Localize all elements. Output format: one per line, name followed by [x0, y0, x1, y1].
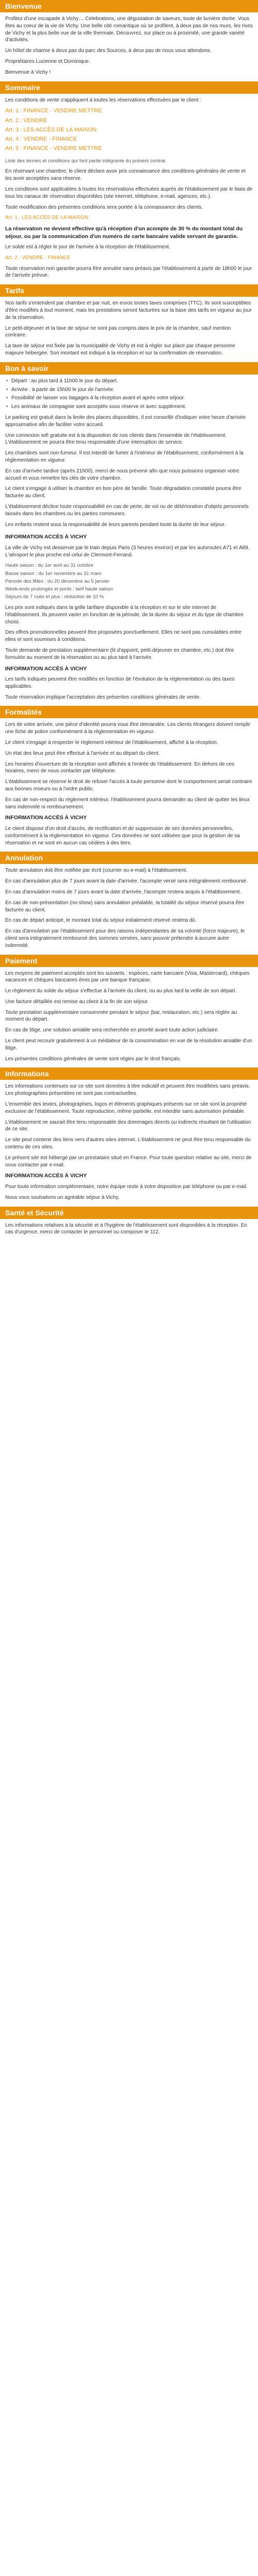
info-paragraph: Les prix sont indiqués dans la grille tarifaire disponible à la réception et sur le site internet de l'établissement. Ils peuvent varier en fonction de la période, de la durée du séjour et du type de chambre choisi. — [5, 605, 244, 625]
toc-link[interactable]: Art. 4 : VENDRE - FINANCE — [5, 135, 77, 142]
section-sante-securite — [0, 1222, 258, 1236]
tarifs-paragraph: Nos tarifs s'entendent par chambre et par nuit, en euros toutes taxes comprises (TTC). Ils sont susceptibles d'être modifiés à tout moment, mais les prestations seront facturées sur la base des tarifs en vigueur au jour de la réservation. — [5, 300, 252, 320]
section-banner-annulation: Annulation — [0, 852, 258, 864]
info-paragraph: La ville de Vichy est desservie par le train depuis Paris (3 heures environ) et par les autoroutes A71 et A89. L'aéroport le plus proche est celui de Clermont-Ferrand. — [5, 545, 250, 558]
sommaire-note: Liste des termes et conditions qui font partie intégrante du présent contrat. — [5, 158, 167, 164]
annulation-paragraph: En cas de non-présentation (no-show) sans annulation préalable, la totalité du séjour réservé pourra être facturée au client. — [5, 900, 245, 913]
sommaire-paragraph: En réservant une chambre, le client déclare avoir pris connaissance des conditions générales de vente et les avoir acceptées sans réserve. — [5, 168, 246, 182]
date-item: Haute saison : du 1er avril au 31 octobre — [5, 563, 94, 569]
bon-a-savoir-paragraph: L'établissement décline toute responsabilité en cas de perte, de vol ou de détérioration d'objets personnels laissés dans les chambres ou les parties communes. — [5, 504, 249, 517]
informations-paragraph: Le site peut contenir des liens vers d'autres sites internet. L'établissement ne peut être tenu responsable du contenu de ces sites. — [5, 1137, 251, 1150]
paiement-paragraph: Le règlement du solde du séjour s'effectue à l'arrivée du client, ou au plus tard la veille de son départ. — [5, 988, 237, 994]
formalites-paragraph: Les horaires d'ouverture de la réception sont affichés à l'entrée de l'établissement. En dehors de ces horaires, merci de nous contacter par téléphone. — [5, 761, 235, 774]
bon-a-savoir-paragraph: Une connexion wifi gratuite est à la disposition de nos clients dans l'ensemble de l'établissement. L'établissement ne pourra être tenu responsable d'une interruption de service. — [5, 432, 227, 446]
section-banner-formalites: Formalités — [0, 706, 258, 718]
formalites-paragraph: L'établissement se réserve le droit de refuser l'accès à toute personne dont le comportement serait contraire aux bonnes moeurs ou à l'ordre public. — [5, 779, 252, 792]
paiement-paragraph: Les moyens de paiement acceptés sont les suivants : espèces, carte bancaire (Visa, Mastercard), chèques vacances et chèques bancaires émis par une banque française. — [5, 970, 250, 984]
section-bienvenue — [0, 15, 258, 76]
bon-a-savoir-paragraph: Le parking est gratuit dans la limite des places disponibles. Il est conseillé d'indiquer votre heure d'arrivée approximative afin de faciliter votre accueil. — [5, 415, 246, 428]
bon-a-savoir-paragraph: Les chambres sont non-fumeur. Il est interdit de fumer à l'intérieur de l'établissement, conformément à la réglementation en vigueur. — [5, 450, 244, 464]
section-banner-bon-a-savoir: Bon à savoir — [0, 362, 258, 375]
toc-link[interactable]: Art. 5 : FINANCE - VENDRE METTRE — [5, 145, 102, 152]
annulation-paragraph: En cas d'annulation moins de 7 jours avant la date d'arrivée, l'acompte restera acquis à l'établissement. — [5, 889, 241, 895]
paiement-paragraph: Toute prestation supplémentaire consommée pendant le séjour (bar, restauration, etc.) sera réglée au moment du départ. — [5, 1009, 237, 1023]
info-heading: INFORMATION ACCÈS À VICHY — [5, 1173, 87, 1179]
list-item: • Les animaux de compagnie sont acceptés sous réserve et avec supplément. — [5, 403, 253, 411]
section-paiement — [0, 970, 258, 1063]
section-banner-bienvenue: Bienvenue — [0, 0, 258, 12]
annulation-paragraph: En cas de départ anticipé, le montant total du séjour initialement réservé restera dû. — [5, 918, 197, 924]
annulation-paragraph: En cas d'annulation par l'établissement pour des raisons indépendantes de sa volonté (force majeure), le client sera intégralement remboursé des sommes versées, sans pouvoir prétendre à aucune autre indemnité. — [5, 928, 245, 948]
bon-a-savoir-list — [5, 378, 253, 411]
tarifs-paragraph: La taxe de séjour est fixée par la municipalité de Vichy et est à régler sur place par chaque personne majeure hébergée. Son montant est indiqué à la réception et sur la confirmation de réservation. — [5, 343, 235, 357]
bienvenue-paragraph: Bienvenue à Vichy ! — [5, 69, 51, 75]
toc-link[interactable]: Art. 2 : VENDRE — [5, 117, 47, 124]
list-item: • Arrivée : à partir de 15h00 le jour de l'arrivée. — [5, 386, 253, 394]
section-banner-informations: Informations — [0, 1067, 258, 1080]
bon-a-savoir-paragraph: Les enfants restent sous la responsabilité de leurs parents pendant toute la durée de leur séjour. — [5, 521, 225, 528]
article-heading: Art. 1 : LES ACCÈS DE LA MAISON — [5, 215, 89, 221]
annulation-paragraph: Toute annulation doit être notifiée par écrit (courrier ou e-mail) à l'établissement. — [5, 868, 188, 874]
sommaire-bold-paragraph: La réservation ne devient effective qu'à réception d'un acompte de 30 % du montant total du séjour, ou par la communication d'un numéro de carte bancaire valide servant de garantie. — [5, 226, 243, 240]
table-of-contents — [5, 107, 253, 152]
section-banner-sommaire: Sommaire — [0, 81, 258, 94]
informations-paragraph: L'ensemble des textes, photographies, logos et éléments graphiques présents sur ce site sont la propriété exclusive de l'établissement. Toute reproduction, même partielle, est interdite sans autorisation préalable. — [5, 1101, 247, 1114]
season-dates-list — [5, 562, 253, 600]
bienvenue-paragraph: Un hôtel de charme à deux pas du parc des Sources, à deux pas de nous vous attendons. — [5, 48, 212, 54]
bienvenue-paragraph: Propriétaires Lucienne et Dominique. — [5, 58, 90, 64]
bon-a-savoir-paragraph: En cas d'arrivée tardive (après 21h00), merci de nous prévenir afin que nous puissions organiser votre accueil et vous remettre les clés de votre chambre. — [5, 468, 239, 481]
tarifs-paragraph: Le petit-déjeuner et la taxe de séjour ne sont pas compris dans le prix de la chambre, sauf mention contraire. — [5, 325, 231, 338]
paiement-paragraph: En cas de litige, une solution amiable sera recherchée en priorité avant toute action judiciaire. — [5, 1027, 219, 1033]
list-item: • Départ : au plus tard à 11h00 le jour du départ. — [5, 378, 253, 385]
sommaire-paragraph: Toute modification des présentes conditions sera portée à la connaissance des clients. — [5, 204, 203, 210]
sommaire-intro: Les conditions de vente s'appliquent à toutes les réservations effectuées par le client : — [5, 97, 202, 103]
informations-paragraph: L'établissement ne saurait être tenu responsable des dommages directs ou indirects résultant de l'utilisation de ce site. — [5, 1119, 251, 1132]
informations-paragraph: Le présent site est hébergé par un prestataire situé en France. Pour toute question relative au site, merci de nous contacter par e-mail. — [5, 1155, 252, 1168]
formalites-paragraph: En cas de non-respect du règlement intérieur, l'établissement pourra demander au client de quitter les lieux sans indemnité ni remboursement. — [5, 796, 250, 810]
toc-link[interactable]: Art. 3 : LES ACCÈS DE LA MAISON — [5, 126, 97, 133]
sommaire-paragraph: Toute réservation non garantie pourra être annulée sans préavis par l'établissement à partir de 18h00 le jour de l'arrivée prévue. — [5, 265, 252, 279]
info-paragraph: Toute réservation implique l'acceptation des présentes conditions générales de vente. — [5, 694, 201, 700]
formalites-paragraph: Le client dispose d'un droit d'accès, de rectification et de suppression de ses données personnelles, conformément à la réglementation en vigueur. Ces données ne sont utilisées que pour la gestion de sa réservation et ne sont en aucun cas cédées à des tiers. — [5, 825, 240, 846]
paiement-paragraph: Les présentes conditions générales de vente sont régies par le droit français. — [5, 1056, 181, 1062]
informations-paragraph: Pour toute information complémentaire, notre équipe reste à votre disposition par téléphone ou par e-mail. — [5, 1183, 248, 1190]
informations-paragraph: Les informations contenues sur ce site sont données à titre indicatif et peuvent être modifiées sans préavis. Les photographies présentées ne sont pas contractuelles. — [5, 1083, 250, 1097]
date-item: Séjours de 7 nuits et plus : réduction de 10 % — [5, 594, 104, 600]
informations-paragraph: Nous vous souhaitons un agréable séjour à Vichy. — [5, 1194, 120, 1200]
date-item: Basse saison : du 1er novembre au 31 mars — [5, 570, 102, 577]
section-banner-paiement: Paiement — [0, 955, 258, 967]
info-heading: INFORMATION ACCÈS À VICHY — [5, 534, 87, 540]
list-item: • Possibilité de laisser vos bagages à la réception avant et après votre séjour. — [5, 395, 253, 402]
article-heading: Art. 2 : VENDRE - FINANCE — [5, 255, 71, 261]
formalites-paragraph: Un état des lieux peut être effectué à l'arrivée et au départ du client. — [5, 750, 160, 756]
toc-link[interactable]: Art. 1 : FINANCE - VENDRE METTRE — [5, 108, 102, 114]
date-item: Week-ends prolongés et ponts : tarif haute saison — [5, 586, 113, 592]
paiement-paragraph: Une facture détaillée est remise au client à la fin de son séjour. — [5, 998, 149, 1005]
section-formalites — [0, 721, 258, 846]
section-bon-a-savoir — [0, 378, 258, 701]
section-tarifs — [0, 300, 258, 357]
section-banner-tarifs: Tarifs — [0, 284, 258, 297]
formalites-paragraph: Le client s'engage à respecter le règlement intérieur de l'établissement, affiché à la réception. — [5, 740, 218, 746]
info-heading: INFORMATION ACCÈS À VICHY — [5, 815, 87, 821]
bienvenue-paragraph: Profitez d'une escapade à Vichy… Celebrations, une dégustation de saveurs, toute de lumière dorée. Vous êtes au coeur de la vie de Vichy. Une belle cité romantique où se profilent, à deux pas de nos murs, les rives de Vichy et la plus belle vue de la ville thermale. Découvrez, sur place ou à proximité, une grande variété d'activités. — [5, 16, 253, 43]
sommaire-paragraph: Le solde est à régler le jour de l'arrivée à la réception de l'établissement. — [5, 244, 171, 250]
formalites-paragraph: Lors de votre arrivée, une pièce d'identité pourra vous être demandée. Les clients étrangers doivent remplir une fiche de police conformément à la réglementation en vigueur. — [5, 722, 250, 735]
info-paragraph: Des offres promotionnelles peuvent être proposées ponctuellement. Elles ne sont pas cumulables entre elles et sont soumises à conditions. — [5, 630, 241, 643]
annulation-paragraph: En cas d'annulation plus de 7 jours avant la date d'arrivée, l'acompte versé sera intégralement remboursé. — [5, 878, 248, 885]
date-item: Période des fêtes : du 20 décembre au 5 janvier — [5, 578, 110, 584]
paiement-paragraph: Le client peut recourir gratuitement à un médiateur de la consommation en vue de la résolution amiable d'un litige. — [5, 1038, 252, 1051]
section-sommaire — [0, 97, 258, 280]
info-paragraph: Toute demande de prestation supplémentaire (lit d'appoint, petit-déjeuner en chambre, etc.) doit être formulée au moment de la réservation ou au plus tard à l'arrivée. — [5, 648, 234, 660]
section-annulation — [0, 867, 258, 949]
info-heading: INFORMATION ACCÈS À VICHY — [5, 665, 87, 672]
section-informations — [0, 1083, 258, 1201]
section-banner-sante-securite: Santé et Sécurité — [0, 1207, 258, 1219]
bon-a-savoir-paragraph: Le client s'engage à utiliser la chambre en bon père de famille. Toute dégradation constatée pourra être facturée au client. — [5, 486, 241, 499]
sante-paragraph: Les informations relatives à la sécurité et à l'hygiène de l'établissement sont disponibles à la réception. En cas d'urgence, merci de contacter le personnel ou composer le 112. — [5, 1222, 248, 1235]
sommaire-paragraph: Les conditions sont applicables à toutes les réservations effectuées auprès de l'établissement par le biais de tous les canaux de réservation disponibles (site internet, téléphone, e-mail, agences, etc.). — [5, 186, 253, 199]
info-paragraph: Les tarifs indiqués peuvent être modifiés en fonction de l'évolution de la réglementation ou des taxes applicables. — [5, 676, 235, 689]
